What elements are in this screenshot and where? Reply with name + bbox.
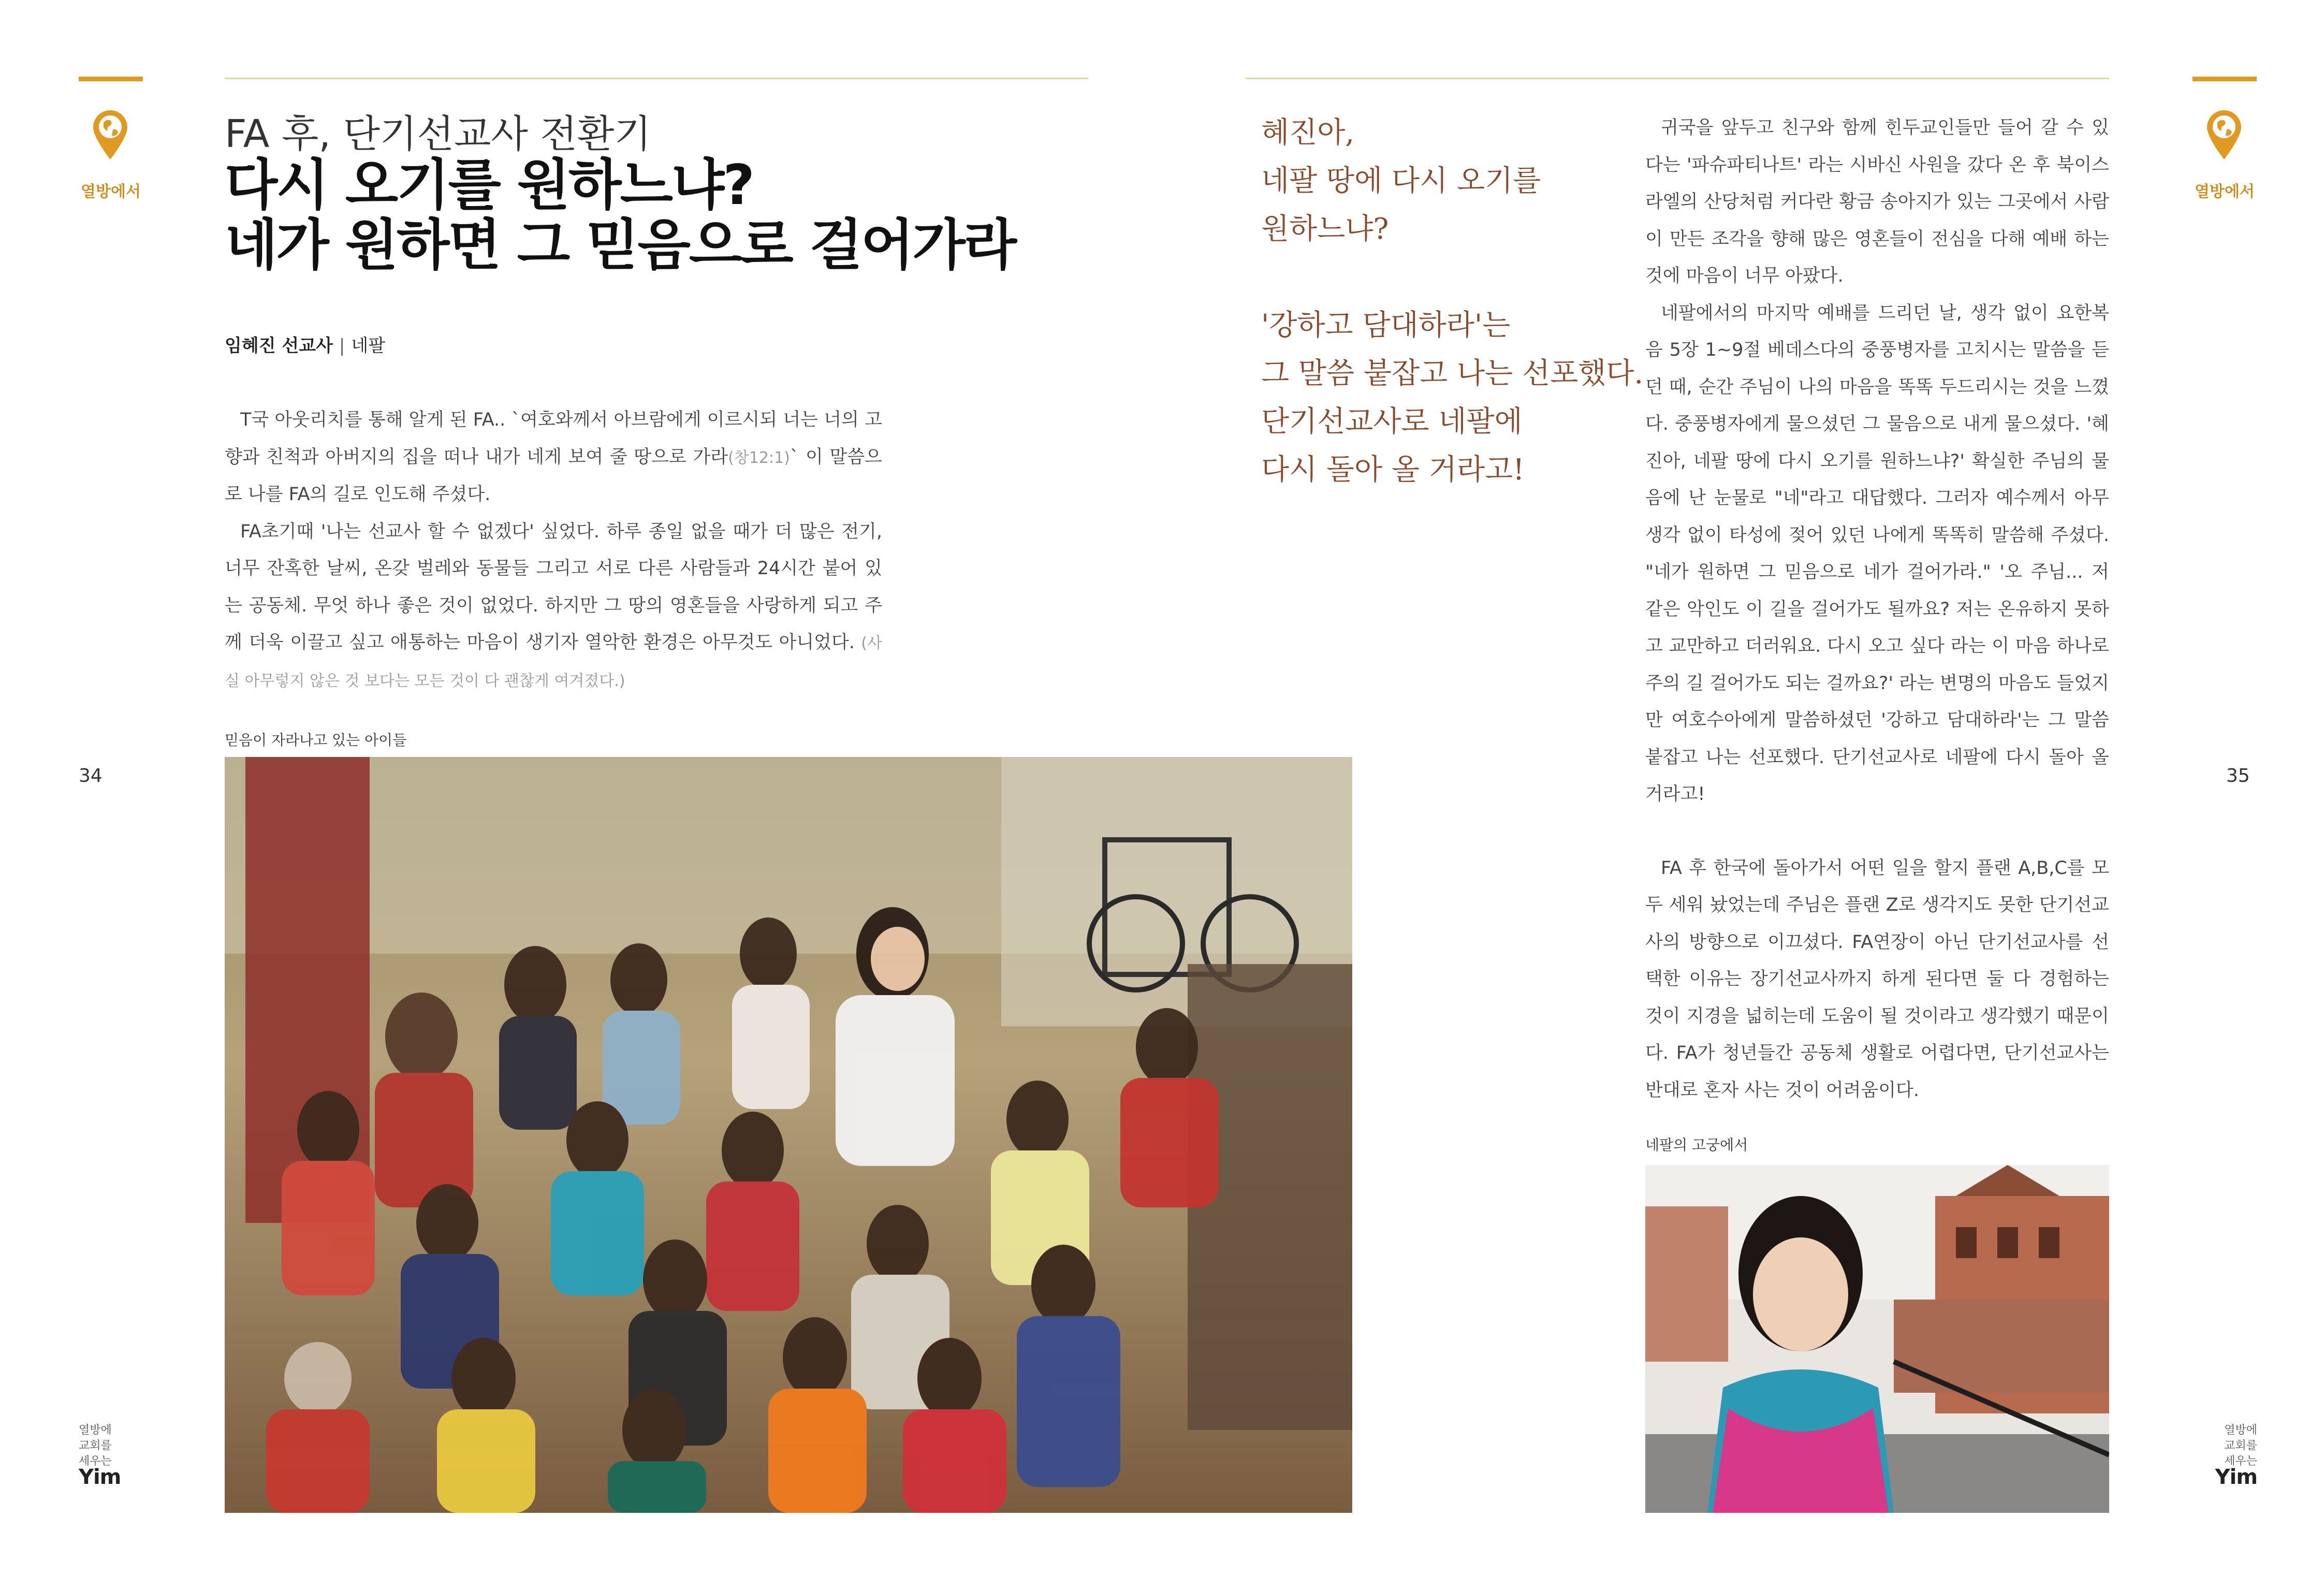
side-note: (사실 아무렇지 않은 것 보다는 모든 것이 다 괜찮게 여겨졌다.) bbox=[225, 634, 882, 690]
title-line: 다시 오기를 원하느냐? bbox=[225, 153, 753, 217]
paragraph: FA 후 한국에 돌아가서 어떤 일을 할지 플랜 A,B,C를 모두 세워 놨었는데 주님은 플랜 Z로 생각지도 못한 단기선교사의 방향으로 이끄셨다. FA연장이 아닌 단기선교사를 선택한 이유는 장기선교사까지 하게 된다면 둘 다 경험하는 것이 지경을 넓히는데 도움이 될 것이라고 생각했기 때문이다. FA가 청년들간 공동체 생활로 어렵다면, 단기선교사는 반대로 혼자 사는 것이 어려움이다. bbox=[1645, 857, 2109, 1101]
right-tab-accent bbox=[2193, 77, 2257, 81]
brand-line: 열방에 bbox=[2224, 1424, 2257, 1437]
paragraph: 귀국을 앞두고 친구와 함께 힌두교인들만 들어 갈 수 있다는 '파슈파티나트' 라는 시바신 사원을 갔다 온 후 북이스라엘의 산당처럼 커다란 황금 송아지가 있는 그곳에서 사람이 만든 조각을 향해 많은 영혼들이 전심을 다해 예배 하는 것에 마음이 너무 아팠다. bbox=[1645, 118, 2109, 286]
article-title bbox=[225, 155, 1015, 275]
main-photo-caption: 믿음이 자라나고 있는 아이들 bbox=[225, 732, 407, 749]
bible-reference: (창12:1) bbox=[728, 448, 790, 467]
right-body-text bbox=[1645, 110, 2109, 1109]
quote-line: 단기선교사로 네팔에 bbox=[1261, 405, 1523, 439]
globe-pin-icon bbox=[2205, 109, 2243, 161]
quote-line: 네팔 땅에 다시 오기를 bbox=[1261, 164, 1541, 198]
brand-line: 교회를 bbox=[2224, 1439, 2257, 1452]
right-top-rule bbox=[1246, 78, 2109, 79]
brand-logo: Yim bbox=[79, 1465, 121, 1489]
article-subtitle: FA 후, 단기선교사 전환기 bbox=[225, 112, 651, 156]
small-photo-caption: 네팔의 고궁에서 bbox=[1645, 1136, 1748, 1154]
byline bbox=[225, 331, 385, 357]
author-name: 임혜진 선교사 bbox=[225, 335, 333, 356]
quote-line: 그 말씀 붙잡고 나는 선포했다. bbox=[1261, 357, 1644, 390]
quote-line: 원하느냐? bbox=[1261, 212, 1389, 246]
author-place: 네팔 bbox=[351, 335, 386, 356]
page-number-right: 35 bbox=[2226, 765, 2250, 786]
paragraph: 네팔에서의 마지막 예배를 드리던 날, 생각 없이 요한복음 5장 1~9절 베데스다의 중풍병자를 고치시는 말씀을 듣던 때, 순간 주님이 나의 마음을 똑똑 두드리시는 것을 느꼈다. 중풍병자에게 물으셨던 그 물음으로 내게 물으셨다. '혜진아, 네팔 땅에 다시 오기를 원하느냐?' 확실한 주님의 물음에 난 눈물로 "네"라고 대답했다. 그러자 예수께서 아무 생각 없이 타성에 젖어 있던 나에게 똑똑히 말씀해 주셨다. "네가 원하면 그 믿음으로 네가 걸어가라." '오 주님... 저 같은 악인도 이 길을 걸어가도 될까요? 저는 온유하지 못하고 교만하고 더러워요. 다시 오고 싶다 라는 이 마음 하나로 주의 길 걸어가도 되는 걸까요?' 라는 변명의 마음도 들었지만 여호수아에게 말씀하셨던 '강하고 담대하라'는 그 말씀 붙잡고 나는 선포했다. 단기선교사로 네팔에 다시 돌아 올 거라고! bbox=[1645, 302, 2109, 805]
globe-pin-icon bbox=[91, 109, 129, 161]
left-body-text bbox=[225, 402, 882, 699]
section-label-right: 열방에서 bbox=[2195, 183, 2255, 201]
children-group-photo bbox=[225, 757, 1352, 1513]
pull-quote bbox=[1261, 109, 1644, 494]
paragraph: FA초기때 '나는 선교사 할 수 없겠다' 싶었다. 하루 종일 없을 때가 더 많은 전기, 너무 잔혹한 날씨, 온갖 벌레와 동물들 그리고 서로 다른 사람들과 24시간 붙어 있는 공동체. 무엇 하나 좋은 것이 없었다. 하지만 그 땅의 영혼들을 사랑하게 되고 주께 더욱 이끌고 싶고 애통하는 마음이 생기자 열악한 환경은 아무것도 아니었다. (사실 아무렇지 않은 것 보다는 모든 것이 다 괜찮게 여겨졌다.) bbox=[225, 521, 882, 690]
brand-line: 세우는 bbox=[2224, 1455, 2257, 1468]
brand-line: 교회를 bbox=[79, 1439, 112, 1452]
page-number-left: 34 bbox=[79, 765, 103, 786]
brand-mark-left bbox=[79, 1423, 130, 1489]
section-label-left: 열방에서 bbox=[81, 183, 141, 201]
brand-line: 열방에 bbox=[79, 1424, 112, 1437]
byline-separator: | bbox=[339, 335, 345, 356]
brand-line: 세우는 bbox=[79, 1455, 112, 1468]
quote-line: 혜진아, bbox=[1261, 116, 1355, 150]
title-line: 네가 원하면 그 믿음으로 걸어가라 bbox=[225, 213, 1016, 277]
brand-logo: Yim bbox=[2215, 1465, 2257, 1489]
left-tab-accent bbox=[79, 77, 143, 81]
brand-mark-right bbox=[2205, 1423, 2257, 1489]
quote-line: 다시 돌아 올 거라고! bbox=[1261, 453, 1525, 487]
palace-portrait-photo bbox=[1645, 1165, 2109, 1513]
paragraph: T국 아웃리치를 통해 알게 된 FA.. `여호와께서 아브람에게 이르시되 너는 너의 고향과 친척과 아버지의 집을 떠나 내가 네게 보여 줄 땅으로 가라(창12:1)` 이 말씀으로 나를 FA의 길로 인도해 주셨다. bbox=[225, 410, 882, 505]
left-top-rule bbox=[225, 78, 1088, 79]
quote-line: '강하고 담대하라'는 bbox=[1261, 309, 1511, 342]
